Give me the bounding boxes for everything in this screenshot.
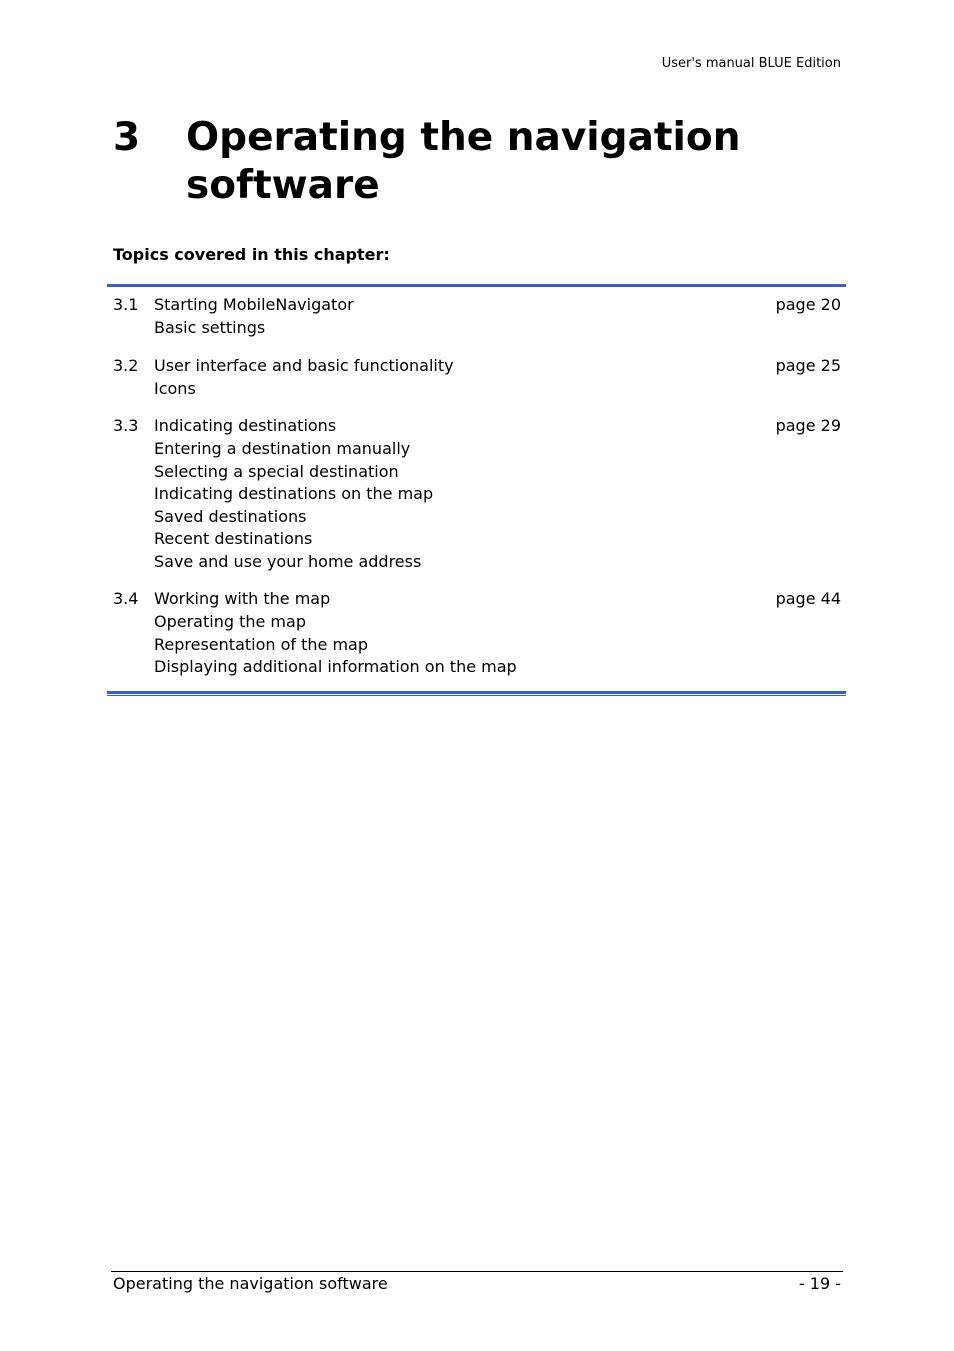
toc-subtopic: Saved destinations — [154, 506, 307, 526]
running-header: User's manual BLUE Edition — [661, 56, 841, 71]
chapter-toc — [107, 284, 846, 696]
toc-subtopic: Entering a destination manually — [154, 439, 411, 458]
toc-subtopic: Icons — [154, 378, 196, 398]
toc-section-number: 3.2 — [113, 355, 139, 375]
chapter-title: Operating the navigation software — [186, 115, 741, 208]
toc-page-reference[interactable]: page 44 — [775, 589, 841, 608]
toc-subtopic: Recent destinations — [154, 529, 313, 548]
toc-page-reference[interactable]: page 29 — [775, 416, 841, 435]
toc-section-title[interactable]: Working with the map — [154, 589, 331, 608]
toc-subtopic: Operating the map — [154, 612, 306, 631]
toc-subtopic: Basic settings — [154, 318, 266, 337]
toc-section-title[interactable]: Starting MobileNavigator — [154, 295, 354, 314]
chapter-number: 3 — [113, 115, 141, 160]
toc-section — [107, 348, 846, 409]
toc-section-title[interactable]: User interface and basic functionality — [154, 355, 454, 375]
page-footer — [111, 1271, 843, 1293]
toc-page-reference[interactable]: page 25 — [775, 355, 841, 375]
toc-section — [107, 287, 846, 348]
chapter-heading — [113, 114, 853, 210]
footer-page-number: - 19 - — [798, 1274, 841, 1293]
toc-section-number: 3.4 — [113, 589, 139, 608]
toc-subtopic: Selecting a special destination — [154, 461, 399, 481]
toc-section — [107, 408, 846, 581]
toc-bottom-rule — [107, 691, 846, 696]
toc-subtopic: Indicating destinations on the map — [154, 484, 434, 503]
toc-section-number: 3.3 — [113, 416, 139, 435]
toc-subtopic: Save and use your home address — [154, 551, 422, 571]
toc-section-title[interactable]: Indicating destinations — [154, 416, 337, 435]
footer-section-title: Operating the navigation software — [113, 1274, 388, 1293]
toc-section — [107, 581, 846, 687]
topics-heading: Topics covered in this chapter: — [113, 245, 390, 264]
toc-subtopic: Displaying additional information on the map — [154, 657, 517, 676]
toc-page-reference[interactable]: page 20 — [775, 295, 841, 314]
toc-section-number: 3.1 — [113, 295, 139, 314]
toc-subtopic: Representation of the map — [154, 634, 368, 654]
